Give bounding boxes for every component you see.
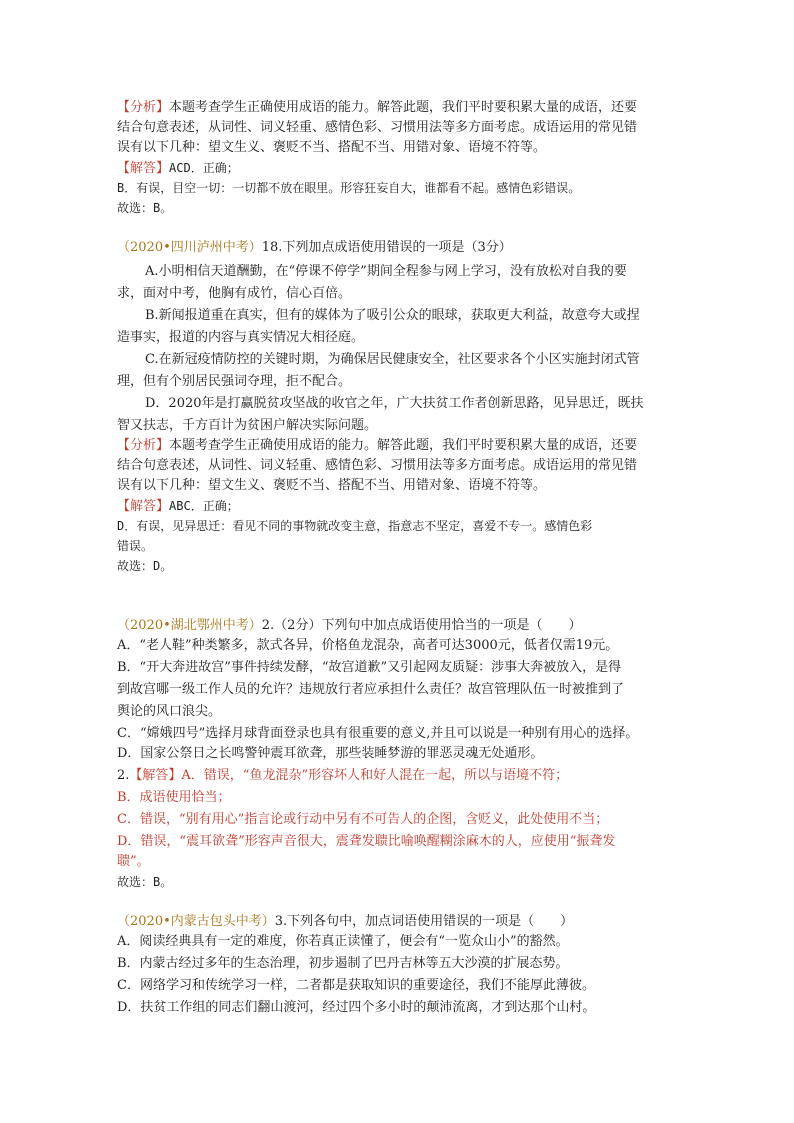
option-b-cont: 舆论的风口浪尖。 bbox=[117, 704, 222, 719]
option-b: B．“开大奔进故宫”事件持续发酵，“故宫道歉”又引起网友质疑：涉事大奔被放入，是得 bbox=[117, 660, 622, 675]
option-b: B．内蒙古经过多年的生态治理，初步遏制了巴丹吉林等五大沙漠的扩展态势。 bbox=[117, 956, 569, 971]
selection-line: 故选：D。 bbox=[117, 559, 173, 573]
option-d: D．2020年是打赢脱贫攻坚战的收官之年，广大扶贫工作者创新思路，见异思迁，既扶 bbox=[145, 396, 644, 411]
question-source: （2020•湖北鄂州中考） bbox=[117, 618, 262, 633]
solution-tag: 【解答】 bbox=[129, 768, 182, 783]
question-stem: 3.下列各句中，加点词语使用错误的一项是（ ） bbox=[274, 914, 574, 929]
solution-line: B．有误，目空一切：一切都不放在眼里。形容狂妄自大，谁都看不起。感情色彩错误。 bbox=[117, 181, 581, 195]
option-a: A.小明相信天道酬勤，在“停课不停学”期间全程参与网上学习，没有放松对自我的要 bbox=[145, 264, 627, 279]
analysis-line: 结合句意表述，从词性、词义轻重、感情色彩、习惯用法等多方面考虑。成语运用的常见错 bbox=[117, 458, 638, 473]
solution-tag: 【解答】 bbox=[117, 499, 170, 514]
solution-text: ABC．正确； bbox=[169, 499, 239, 513]
solution-text: A．错误，“鱼龙混杂”形容坏人和好人混在一起，所以与语境不符； bbox=[181, 768, 569, 783]
solution-text: ACD．正确； bbox=[169, 161, 239, 175]
option-c: C．网络学习和传统学习一样，二者都是获取知识的重要途径，我们不能厚此薄彼。 bbox=[117, 978, 595, 993]
option-b-cont: 到故宫哪一级工作人员的允许？违规放行者应承担什么责任？故宫管理队伍一时被推到了 bbox=[117, 682, 625, 697]
option-a: A．阅读经典具有一定的难度，你若真正读懂了，便会有“一览众山小”的豁然。 bbox=[117, 934, 569, 949]
option-a: A．“老人鞋”种类繁多，款式各异，价格鱼龙混杂，高者可达3000元，低者仅需19元。 bbox=[117, 638, 619, 653]
analysis-tag: 【分析】 bbox=[117, 438, 170, 453]
option-c-cont: 理，但有个别居民强词夺理，拒不配合。 bbox=[117, 374, 352, 389]
question-source: （2020•内蒙古包头中考） bbox=[117, 914, 275, 929]
option-d-cont: 智又扶志，千方百计为贫困户解决实际问题。 bbox=[117, 418, 378, 433]
solution-line bbox=[117, 496, 239, 516]
solution-line bbox=[117, 766, 568, 786]
analysis-text: 本题考查学生正确使用成语的能力。解答此题，我们平时要积累大量的成语，还要 bbox=[169, 438, 638, 453]
option-d: D．扶贫工作组的同志们翻山渡河，经过四个多小时的颠沛流离，才到达那个山村。 bbox=[117, 1000, 596, 1015]
analysis-line: 结合句意表述，从词性、词义轻重、感情色彩、习惯用法等多方面考虑。成语运用的常见错 bbox=[117, 120, 638, 135]
solution-line: C．错误，“别有用心”指言论或行动中另有不可告人的企图，含贬义，此处使用不当； bbox=[117, 812, 609, 827]
selection-line: 故选：B。 bbox=[117, 201, 173, 215]
analysis-line: 误有以下几种：望文生义、褒贬不当、搭配不当、用错对象、语境不符等。 bbox=[117, 478, 547, 493]
solution-line: 聩”。 bbox=[117, 854, 150, 869]
solution-number: 2. bbox=[117, 768, 130, 783]
solution-line: D．错误，“震耳欲聋”形容声音很大，震聋发聩比喻唤醒糊涂麻木的人，应使用“振聋发 bbox=[117, 834, 616, 849]
solution-line: D．有误，见异思迁：看见不同的事物就改变主意，指意志不坚定，喜爱不专一。感情色彩 bbox=[117, 519, 593, 533]
question-source: （2020•四川泸州中考） bbox=[117, 240, 262, 255]
option-c: C．“嫦娥四号”选择月球背面登录也具有很重要的意义,并且可以说是一种别有用心的选择。 bbox=[117, 726, 639, 741]
solution-line: 错误。 bbox=[117, 539, 154, 553]
solution-line: B．成语使用恰当； bbox=[117, 790, 231, 805]
analysis-text: 本题考查学生正确使用成语的能力。解答此题，我们平时要积累大量的成语，还要 bbox=[169, 100, 638, 115]
question-header bbox=[117, 912, 573, 932]
selection-line: 故选：B。 bbox=[117, 875, 173, 889]
analysis-line: 误有以下几种：望文生义、褒贬不当、搭配不当、用错对象、语境不符等。 bbox=[117, 140, 547, 155]
option-c: C.在新冠疫情防控的关键时期，为确保居民健康安全，社区要求各个小区实施封闭式管 bbox=[145, 352, 640, 367]
analysis-line bbox=[117, 436, 637, 456]
option-d: D．国家公祭日之长鸣警钟震耳欲聋，那些装睡梦游的罪恶灵魂无处遁形。 bbox=[117, 746, 544, 761]
question-header bbox=[117, 238, 512, 258]
solution-tag: 【解答】 bbox=[117, 161, 170, 176]
option-b-cont: 造事实，报道的内容与真实情况大相径庭。 bbox=[117, 330, 365, 345]
question-header bbox=[117, 616, 581, 636]
question-stem: 2.（2分）下列句中加点成语使用恰当的一项是（ ） bbox=[261, 618, 582, 633]
question-stem: 18.下列加点成语使用错误的一项是（3分） bbox=[261, 240, 512, 255]
solution-line bbox=[117, 158, 239, 178]
option-b: B.新闻报道重在真实，但有的媒体为了吸引公众的眼球，获取更大利益，故意夸大或捏 bbox=[145, 308, 640, 323]
analysis-line bbox=[117, 98, 637, 118]
option-a-cont: 求，面对中考，他胸有成竹，信心百倍。 bbox=[117, 286, 352, 301]
analysis-tag: 【分析】 bbox=[117, 100, 170, 115]
